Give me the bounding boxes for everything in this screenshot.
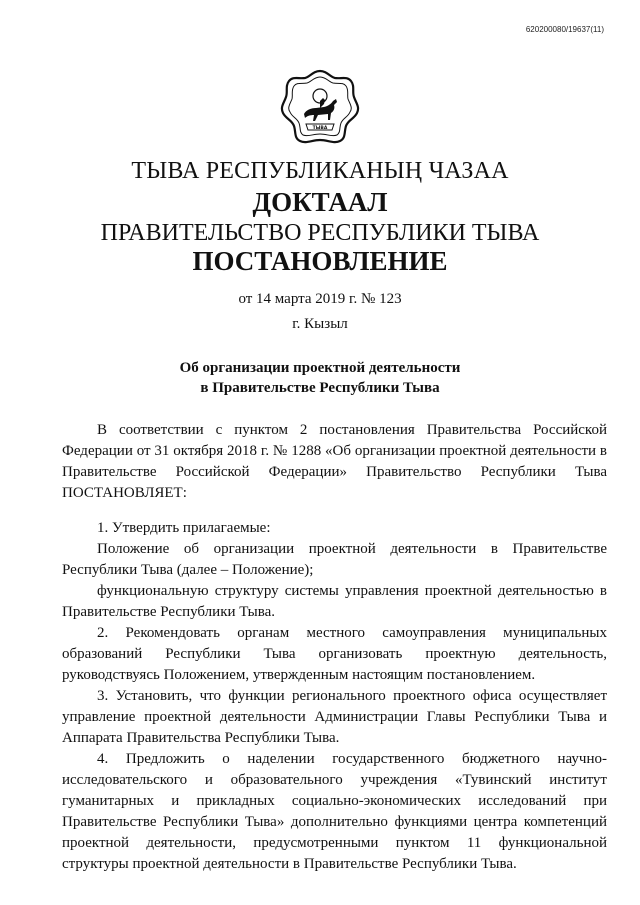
government-title-russian: ПРАВИТЕЛЬСТВО РЕСПУБЛИКИ ТЫВА: [100, 220, 540, 246]
document-date-number: от 14 марта 2019 г. № 123: [238, 291, 402, 307]
preamble-paragraph: В соответствии с пунктом 2 постановления Правительства Российской Федерации от 31 октября 2018 г. № 1288 «Об организации проектной деятельности в Правительстве Российской Федерации» Правительство Республики Тыва ПОСТАНОВЛЯЕТ:: [62, 422, 607, 501]
item-4: 4. Предложить о наделении государственного бюджетного научно-исследовательского и образовательного учреждения «Тувинский институт гуманитарных и прикладных социально-экономических исследований при Правительстве Республики Тыва» дополнительно функциями центра компетенций проектной деятельности, предусмотренными пунктом 11 функциональной структуры проектной деятельности в Правительстве Республики Тыва.: [62, 751, 607, 872]
item-1-regulation: Положение об организации проектной деятельности в Правительстве Республики Тыва (далее – Положение);: [62, 541, 607, 578]
document-type-russian: ПОСТАНОВЛЕНИЕ: [192, 246, 448, 276]
subject-line-2: в Правительстве Республики Тыва: [200, 380, 440, 396]
document-city: г. Кызыл: [292, 316, 348, 332]
item-1: 1. Утвердить прилагаемые:: [97, 520, 271, 536]
emblem-ribbon-text: ТЫВА: [312, 126, 328, 131]
government-title-tyvan: ТЫВА РЕСПУБЛИКАНЫҢ ЧАЗАА: [131, 158, 509, 184]
document-subject: [0, 358, 640, 398]
item-3: 3. Установить, что функции регионального проектного офиса осуществляет управление проектной деятельности Администрации Главы Республики Тыва и Аппарата Правительства Республики Тыва.: [62, 688, 607, 746]
item-1-structure: функциональную структуру системы управления проектной деятельностью в Правительстве Республики Тыва.: [62, 583, 607, 620]
document-type-tyvan: ДОКТААЛ: [252, 187, 388, 217]
item-2: 2. Рекомендовать органам местного самоуправления муниципальных образований Республики Тыва организовать проектную деятельность, руководствуясь Положением, утвержденным настоящим постановлением.: [62, 625, 607, 683]
resolution-items: [62, 518, 607, 875]
tyva-coat-of-arms-icon: [280, 68, 360, 148]
document-registration-number: 620200080/19637(11): [525, 25, 604, 34]
preamble: [62, 420, 607, 504]
subject-line-1: Об организации проектной деятельности: [179, 360, 461, 376]
